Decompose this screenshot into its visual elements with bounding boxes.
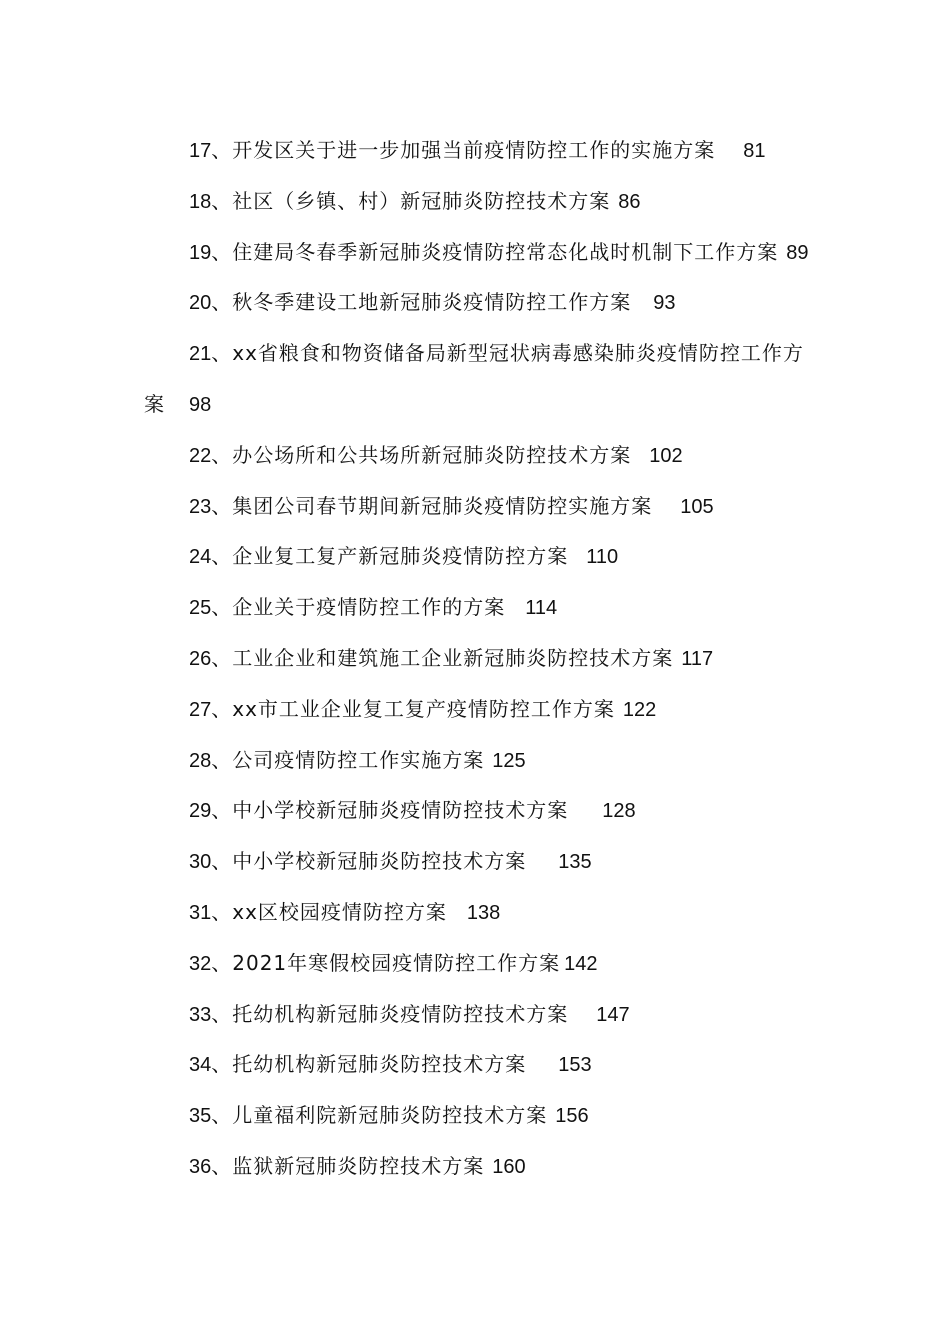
toc-entry-title: 开发区关于进一步加强当前疫情防控工作的实施方案 xyxy=(232,138,716,162)
toc-entry-title: 托幼机构新冠肺炎疫情防控技术方案 xyxy=(232,1001,569,1026)
toc-entry xyxy=(144,482,810,533)
toc-entry-separator: 、 xyxy=(211,747,233,772)
toc-entry-title: 公司疫情防控工作实施方案 xyxy=(232,747,485,772)
toc-entry-title: 工业企业和建筑施工企业新冠肺炎防控技术方案 xyxy=(232,645,674,670)
toc-entry-page-number: 156 xyxy=(555,1105,589,1128)
toc-entry xyxy=(144,431,810,482)
toc-entry-separator: 、 xyxy=(211,1153,233,1178)
toc-entry-separator: 、 xyxy=(211,849,233,874)
toc-entry-separator: 、 xyxy=(211,493,233,518)
toc-entry-separator: 、 xyxy=(211,290,233,315)
toc-entry-title: 中小学校新冠肺炎防控技术方案 xyxy=(232,849,527,874)
toc-entry-separator: 、 xyxy=(211,899,233,924)
toc-entry xyxy=(144,126,810,177)
toc-entry-page-number: 93 xyxy=(653,292,676,315)
toc-entry xyxy=(144,1091,810,1142)
toc-entry-separator: 、 xyxy=(211,950,233,975)
toc-entry-number: 29 xyxy=(189,800,212,823)
toc-entry-page-number: 105 xyxy=(680,495,714,518)
toc-entry xyxy=(144,583,810,634)
toc-entry-separator: 、 xyxy=(211,595,233,620)
toc-entry-page-number: 128 xyxy=(602,800,636,823)
toc-entry xyxy=(144,1040,810,1091)
toc-entry-number: 24 xyxy=(189,546,212,569)
toc-entry-title: 集团公司春节期间新冠肺炎疫情防控实施方案 xyxy=(232,493,653,518)
toc-entry-separator: 、 xyxy=(211,188,233,213)
toc-entry xyxy=(144,532,810,583)
toc-entry-number: 35 xyxy=(189,1105,212,1128)
toc-entry-title: 2021年寒假校园疫情防控工作方案 xyxy=(232,950,561,975)
toc-entry-separator: 、 xyxy=(211,1052,233,1077)
toc-entry-number: 23 xyxy=(189,495,212,518)
toc-entry-separator: 、 xyxy=(211,645,233,670)
toc-entry-title: 托幼机构新冠肺炎防控技术方案 xyxy=(232,1052,527,1077)
toc-entry xyxy=(144,228,810,279)
toc-entry-page-number: 142 xyxy=(564,952,598,975)
toc-entry-number: 27 xyxy=(189,698,212,721)
toc-entry xyxy=(144,634,810,685)
toc-entry-page-number: 81 xyxy=(743,140,766,162)
toc-entry-separator: 、 xyxy=(211,1001,233,1026)
toc-entry xyxy=(144,939,810,990)
toc-entry xyxy=(144,736,810,787)
table-of-contents xyxy=(144,126,810,1193)
toc-entry-separator: 、 xyxy=(211,1103,233,1128)
toc-entry-title: xx市工业企业复工复产疫情防控工作方案 xyxy=(232,696,615,721)
toc-entry-number: 31 xyxy=(189,901,212,924)
toc-entry-page-number: 138 xyxy=(466,901,501,924)
toc-entry-page-number: 153 xyxy=(558,1054,592,1077)
toc-entry-page-number: 102 xyxy=(649,444,683,467)
toc-entry xyxy=(144,786,810,837)
toc-entry-title: 儿童福利院新冠肺炎防控技术方案 xyxy=(232,1103,548,1128)
toc-entry-separator: 、 xyxy=(211,696,233,721)
toc-entry-number: 21 xyxy=(189,343,212,366)
toc-entry xyxy=(144,888,810,939)
toc-entry-page-number: 86 xyxy=(618,190,641,213)
toc-entry xyxy=(144,177,810,228)
toc-entry-title: 办公场所和公共场所新冠肺炎防控技术方案 xyxy=(232,442,632,467)
toc-entry-page-number: 147 xyxy=(596,1003,630,1026)
toc-entry-number: 32 xyxy=(189,952,212,975)
toc-entry xyxy=(144,685,810,736)
toc-entry xyxy=(144,278,810,329)
toc-entry-number: 20 xyxy=(189,292,212,315)
toc-entry-separator: 、 xyxy=(211,798,233,823)
toc-entry-page-number: 89 xyxy=(786,241,809,264)
toc-entry-separator: 、 xyxy=(211,239,233,264)
toc-entry-number: 26 xyxy=(189,647,212,670)
toc-entry-separator: 、 xyxy=(211,442,233,467)
toc-entry-title: xx区校园疫情防控方案 xyxy=(232,899,447,924)
toc-entry-number: 19 xyxy=(189,241,212,264)
toc-entry-title: xx省粮食和物资储备局新型冠状病毒感染肺炎疫情防控工作方案 xyxy=(144,341,804,416)
toc-entry-separator: 、 xyxy=(211,341,233,366)
toc-entry-number: 22 xyxy=(189,444,212,467)
toc-entry-title: 社区（乡镇、村）新冠肺炎防控技术方案 xyxy=(232,188,611,213)
toc-entry-number: 17 xyxy=(189,140,212,162)
toc-entry-title: 中小学校新冠肺炎疫情防控技术方案 xyxy=(232,798,569,823)
toc-entry-title: 住建局冬春季新冠肺炎疫情防控常态化战时机制下工作方案 xyxy=(232,239,779,264)
toc-entry xyxy=(144,990,810,1041)
toc-entry-number: 34 xyxy=(189,1054,212,1077)
toc-entry-page-number: 135 xyxy=(558,851,592,874)
toc-entry-number: 36 xyxy=(189,1155,212,1178)
toc-entry-page-number: 160 xyxy=(492,1155,526,1178)
toc-entry-number: 30 xyxy=(189,851,212,874)
toc-entry-page-number: 125 xyxy=(492,749,526,772)
toc-entry-page-number: 98 xyxy=(189,393,212,416)
toc-entry-title: 企业关于疫情防控工作的方案 xyxy=(232,595,506,620)
toc-entry-title: 监狱新冠肺炎防控技术方案 xyxy=(232,1153,485,1178)
toc-entry-number: 28 xyxy=(189,749,212,772)
toc-entry-title: 企业复工复产新冠肺炎疫情防控方案 xyxy=(232,544,569,569)
toc-entry-title: 秋冬季建设工地新冠肺炎疫情防控工作方案 xyxy=(232,290,632,315)
toc-entry xyxy=(144,837,810,888)
toc-entry-number: 18 xyxy=(189,190,212,213)
toc-entry-number: 25 xyxy=(189,597,212,620)
toc-entry-page-number: 122 xyxy=(622,698,657,721)
toc-entry-page-number: 110 xyxy=(586,546,619,569)
toc-entry-separator: 、 xyxy=(211,544,233,569)
toc-entry-page-number: 117 xyxy=(681,647,714,670)
toc-entry xyxy=(144,329,810,431)
toc-entry xyxy=(144,1142,810,1193)
toc-entry-number: 33 xyxy=(189,1003,212,1026)
toc-entry-separator: 、 xyxy=(211,138,233,162)
toc-entry-page-number: 114 xyxy=(525,597,558,620)
